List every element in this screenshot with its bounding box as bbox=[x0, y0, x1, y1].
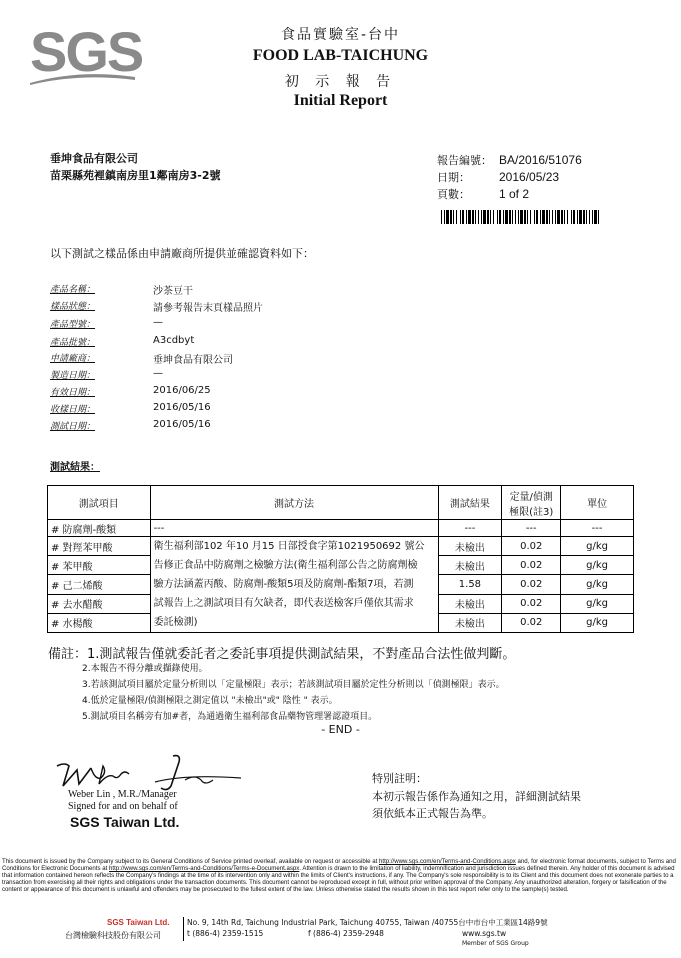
note-2: 2.本報告不得分離或擷錄使用。 bbox=[82, 664, 208, 674]
note-4: 4.低於定量極限/偵測極限之測定值以 "未檢出"或" 陰性 " 表示。 bbox=[82, 696, 338, 706]
cell-limit: 0.02 bbox=[502, 575, 561, 594]
table-header-row bbox=[48, 486, 634, 520]
report-number-label: 報告編號： bbox=[437, 154, 492, 167]
note-1: 備註：1.測試報告僅就委託者之委託事項提供測試結果，不對產品合法性做判斷。 bbox=[48, 647, 516, 662]
footer-address: No. 9, 14th Rd, Taichung Industrial Park, Taichung 40755, Taiwan /40755台中市台中工業區14路9號 bbox=[187, 918, 548, 927]
footer-company-en: SGS Taiwan Ltd. bbox=[107, 918, 170, 927]
cell-result: --- bbox=[438, 520, 502, 537]
client-name: 垂坤食品有限公司 bbox=[50, 152, 138, 165]
info-value: — bbox=[153, 368, 163, 379]
report-page-label: 頁數： bbox=[437, 188, 470, 201]
report-number: BA/2016/51076 bbox=[499, 153, 582, 167]
cell-unit: g/kg bbox=[561, 575, 634, 594]
info-label: 收樣日期： bbox=[50, 405, 96, 415]
report-date-row bbox=[437, 169, 559, 185]
lab-name-zh: 食品實驗室-台中 bbox=[280, 27, 401, 43]
info-label: 測試日期： bbox=[50, 422, 96, 432]
report-page-row bbox=[437, 186, 529, 202]
cell-item: # 己二烯酸 bbox=[48, 575, 151, 594]
report-date-label: 日期： bbox=[437, 171, 470, 184]
client-address: 苗栗縣苑裡鎮南房里1鄰南房3-2號 bbox=[50, 169, 221, 182]
footer-divider bbox=[183, 917, 184, 941]
results-title: 測試結果： bbox=[50, 462, 100, 473]
cell-item: # 對羥苯甲酸 bbox=[48, 537, 151, 556]
cell-unit: g/kg bbox=[561, 613, 634, 632]
info-value: A3cdbyt bbox=[153, 335, 195, 346]
legal-disclaimer bbox=[2, 858, 679, 893]
cell-limit: --- bbox=[502, 520, 561, 537]
special-note-line-2: 須依紙本正式報告為準。 bbox=[372, 807, 493, 820]
info-value: 2016/06/25 bbox=[153, 385, 211, 396]
footer-member: Member of SGS Group bbox=[462, 940, 529, 947]
footer-phone: t (886-4) 2359-1515 bbox=[187, 929, 264, 938]
end-marker: - END - bbox=[321, 723, 360, 736]
special-note-line-1: 本初示報告係作為通知之用，詳細測試結果 bbox=[372, 790, 581, 803]
info-label: 申請廠商： bbox=[50, 354, 96, 364]
cell-result: 1.58 bbox=[438, 575, 502, 594]
method-line: 衛生福利部102 年10 月15 日部授食字第1021950692 號公 bbox=[153, 541, 425, 552]
signed-on-behalf: Signed for and on behalf of bbox=[68, 801, 178, 812]
method-line: 告修正食品中防腐劑之檢驗方法(衛生福利部公告之防腐劑檢 bbox=[153, 560, 418, 571]
terms-link[interactable]: http://www.sgs.com/en/Terms-and-Conditions.aspx bbox=[379, 858, 516, 865]
report-type-en: Initial Report bbox=[293, 92, 388, 109]
method-line: 試報告上之測試項目有欠缺者，即代表送檢客戶僅依其需求 bbox=[153, 598, 414, 609]
cell-method-merged bbox=[150, 537, 438, 633]
header-limit: 定量/偵測極限(註3) bbox=[502, 486, 561, 520]
cell-result: 未檢出 bbox=[438, 594, 502, 613]
info-label: 製造日期： bbox=[50, 371, 96, 381]
cell-limit: 0.02 bbox=[502, 613, 561, 632]
info-value: 垂坤食品有限公司 bbox=[153, 355, 233, 366]
info-label: 產品名稱： bbox=[50, 285, 96, 295]
report-number-row bbox=[437, 152, 582, 168]
barcode-icon bbox=[441, 210, 599, 224]
client-block bbox=[50, 150, 221, 184]
report-type-zh: 初 示 報 告 bbox=[284, 74, 397, 90]
footer-fax: f (886-4) 2359-2948 bbox=[308, 929, 384, 938]
table-row bbox=[48, 537, 634, 556]
cell-unit: g/kg bbox=[561, 556, 634, 575]
info-value: 請參考報告末頁樣品照片 bbox=[153, 303, 263, 314]
info-label: 產品批號： bbox=[50, 338, 96, 348]
info-value: 2016/05/16 bbox=[153, 419, 211, 430]
cell-unit: g/kg bbox=[561, 594, 634, 613]
footer-website[interactable]: www.sgs.tw bbox=[462, 929, 507, 938]
info-label: 樣品狀態： bbox=[50, 302, 96, 312]
cell-item: # 水楊酸 bbox=[48, 613, 151, 632]
cell-item: # 去水醋酸 bbox=[48, 594, 151, 613]
cell-limit: 0.02 bbox=[502, 556, 561, 575]
results-table bbox=[47, 485, 634, 633]
signatory-company: SGS Taiwan Ltd. bbox=[70, 814, 180, 830]
intro-text: 以下測試之樣品係由申請廠商所提供並確認資料如下： bbox=[50, 247, 314, 260]
info-label: 有效日期： bbox=[50, 388, 96, 398]
disclaimer-part-2: and, for electronic format documents, subject to Terms and Conditions for Electronic Documents at bbox=[2, 858, 676, 873]
info-value: 沙茶豆干 bbox=[153, 286, 193, 297]
signatory-name: Weber Lin , M.R./Manager bbox=[68, 789, 177, 800]
note-3: 3.若該測試項目屬於定量分析則以「定量極限」表示；若該測試項目屬於定性分析則以「偵測極限」表示。 bbox=[82, 680, 505, 690]
table-row bbox=[48, 520, 634, 537]
cell-method: --- bbox=[150, 520, 438, 537]
info-label: 產品型號： bbox=[50, 320, 96, 330]
info-value: 2016/05/16 bbox=[153, 402, 211, 413]
disclaimer-part-1: This document is issued by the Company subject to its General Conditions of Service printed overleaf, available on request or accessible at bbox=[2, 858, 379, 865]
header-unit: 單位 bbox=[561, 486, 634, 520]
cell-item: # 苯甲酸 bbox=[48, 556, 151, 575]
cell-result: 未檢出 bbox=[438, 613, 502, 632]
cell-limit: 0.02 bbox=[502, 537, 561, 556]
disclaimer-part-3: . Attention is drawn to the limitation of liability, indemnification and jurisdiction issues defined therein. Any holder of this document is advised that information contained hereon reflects the Company's findings at the time of its intervention only and within the limits of Client's instructions, if any. The Company's sole responsibility is to its Client and this document does not exonerate parties to a transaction from exercising all their rights and obligations under the transaction documents. This document cannot be reproduced except in full, without prior written approval of the Company. Any unauthorized alteration, forgery or falsification of the content or appearance of this document is unlawful and offenders may be prosecuted to the fullest extent of the law. Unless otherwise stated the results shown in this test report refer only to the sample(s) tested. bbox=[2, 865, 675, 894]
report-date: 2016/05/23 bbox=[499, 170, 560, 184]
cell-unit: --- bbox=[561, 520, 634, 537]
cell-result: 未檢出 bbox=[438, 556, 502, 575]
info-value: — bbox=[153, 317, 163, 328]
method-line: 委託檢測) bbox=[153, 617, 198, 628]
note-5: 5.測試項目名稱旁有加#者，為通過衛生福利部食品藥物管理署認證項目。 bbox=[82, 712, 378, 722]
cell-limit: 0.02 bbox=[502, 594, 561, 613]
report-page: 1 of 2 bbox=[499, 187, 530, 201]
cell-result: 未檢出 bbox=[438, 537, 502, 556]
special-note-title: 特別註明： bbox=[372, 772, 427, 785]
footer-company-zh: 台灣檢驗科技股份有限公司 bbox=[65, 931, 161, 940]
e-document-terms-link[interactable]: http://www.sgs.com/en/Terms-and-Conditions/Terms-e-Document.aspx bbox=[109, 865, 300, 873]
method-line: 驗方法涵蓋丙酸、防腐劑-酸類5項及防腐劑-酯類7項，若測 bbox=[153, 579, 414, 590]
header-method: 測試方法 bbox=[150, 486, 438, 520]
lab-name-en: FOOD LAB-TAICHUNG bbox=[252, 47, 429, 64]
header-item: 測試項目 bbox=[48, 486, 151, 520]
header-result: 測試結果 bbox=[438, 486, 502, 520]
sgs-logo-text: SGS bbox=[30, 20, 143, 83]
cell-item: # 防腐劑-酸類 bbox=[48, 520, 151, 537]
cell-unit: g/kg bbox=[561, 537, 634, 556]
